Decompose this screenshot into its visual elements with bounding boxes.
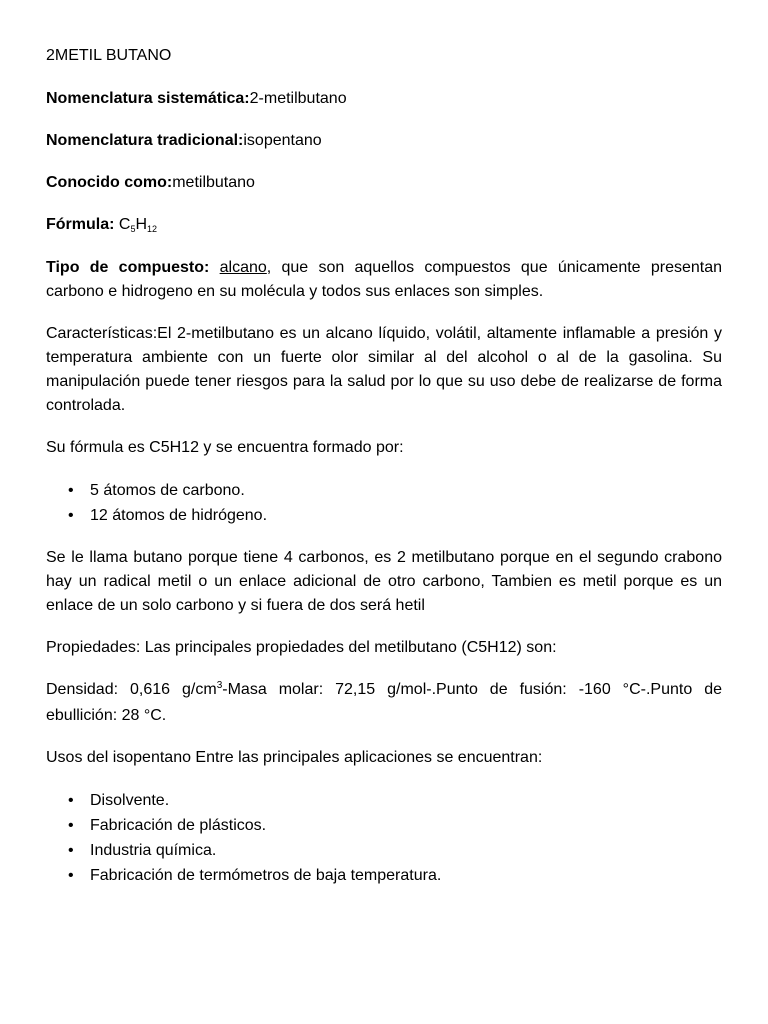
bullet-icon: • (68, 867, 74, 884)
conocido-como-label: Conocido como: (46, 174, 173, 191)
formula-label: Fórmula: (46, 216, 115, 233)
tipo-compuesto (46, 256, 722, 304)
formula-h: H (135, 216, 148, 233)
densidad-superscript: 3 (216, 680, 223, 691)
propiedades-intro: Propiedades: Las principales propiedades del metilbutano (C5H12) son: (46, 639, 557, 656)
uso-item-text: Fabricación de plásticos. (90, 817, 267, 834)
list-item (68, 838, 722, 863)
tipo-compuesto-label: Tipo de compuesto: (46, 259, 210, 276)
nomenclatura-tradicional-label: Nomenclatura tradicional: (46, 132, 244, 149)
formula-h-subscript: 12 (147, 224, 158, 234)
usos-list (46, 788, 722, 888)
propiedades-resto: -Masa molar: 72,15 g/mol-.Punto de fusión: -160 °C-.Punto de ebullición: 28 °C. (46, 681, 722, 724)
nomenclatura-sistematica-value: 2-metilbutano (249, 90, 347, 107)
bullet-icon: • (68, 507, 74, 524)
uso-item-text: Industria química. (90, 842, 217, 859)
atom-item-text: 5 átomos de carbono. (90, 482, 245, 499)
bullet-icon: • (68, 792, 74, 809)
formula-c-subscript: 5 (130, 224, 136, 234)
bullet-icon: • (68, 482, 74, 499)
formula (46, 213, 722, 238)
conocido-como (46, 171, 722, 195)
uso-item-text: Disolvente. (90, 792, 170, 809)
nomenclatura-tradicional (46, 129, 722, 153)
tipo-compuesto-text: , que son aquellos compuestos que únicamente presentan carbono e hidrogeno en su molécula y todos sus enlaces son simples. (46, 259, 723, 300)
bullet-icon: • (68, 817, 74, 834)
list-item (68, 813, 722, 838)
list-item (68, 788, 722, 813)
alcano-link[interactable]: alcano (219, 259, 267, 276)
butano-explicacion: Se le llama butano porque tiene 4 carbonos, es 2 metilbutano porque en el segundo crabono hay un radical metil o un enlace adicional de otro carbono, Tambien es metil porque es un enlace de un solo carbono y si fuera de dos será hetil (46, 549, 722, 614)
uso-item-text: Fabricación de termómetros de baja temperatura. (90, 867, 442, 884)
list-item (68, 478, 722, 503)
bullet-icon: • (68, 842, 74, 859)
atoms-list (46, 478, 722, 528)
formula-intro: Su fórmula es C5H12 y se encuentra formado por: (46, 439, 404, 456)
caracteristicas-paragraph: Características:El 2-metilbutano es un alcano líquido, volátil, altamente inflamable a presión y temperatura ambiente con un fuerte olor similar al del alcohol o al de la gasolina. Su manipulación puede tener riesgos para la salud por lo que su uso debe de realizarse de forma controlada. (46, 325, 722, 414)
conocido-como-value: metilbutano (172, 174, 255, 191)
nomenclatura-sistematica (46, 87, 722, 111)
formula-c: C (118, 216, 131, 233)
nomenclatura-tradicional-value: isopentano (243, 132, 322, 149)
densidad-text: Densidad: 0,616 g/cm (46, 681, 217, 698)
list-item (68, 503, 722, 528)
atom-item-text: 12 átomos de hidrógeno. (90, 507, 268, 524)
list-item (68, 863, 722, 888)
nomenclatura-sistematica-label: Nomenclatura sistemática: (46, 90, 250, 107)
document-title: 2METIL BUTANO (46, 47, 172, 64)
usos-intro: Usos del isopentano Entre las principales aplicaciones se encuentran: (46, 749, 543, 766)
document-content (46, 44, 722, 906)
propiedades-detalle (46, 678, 722, 728)
